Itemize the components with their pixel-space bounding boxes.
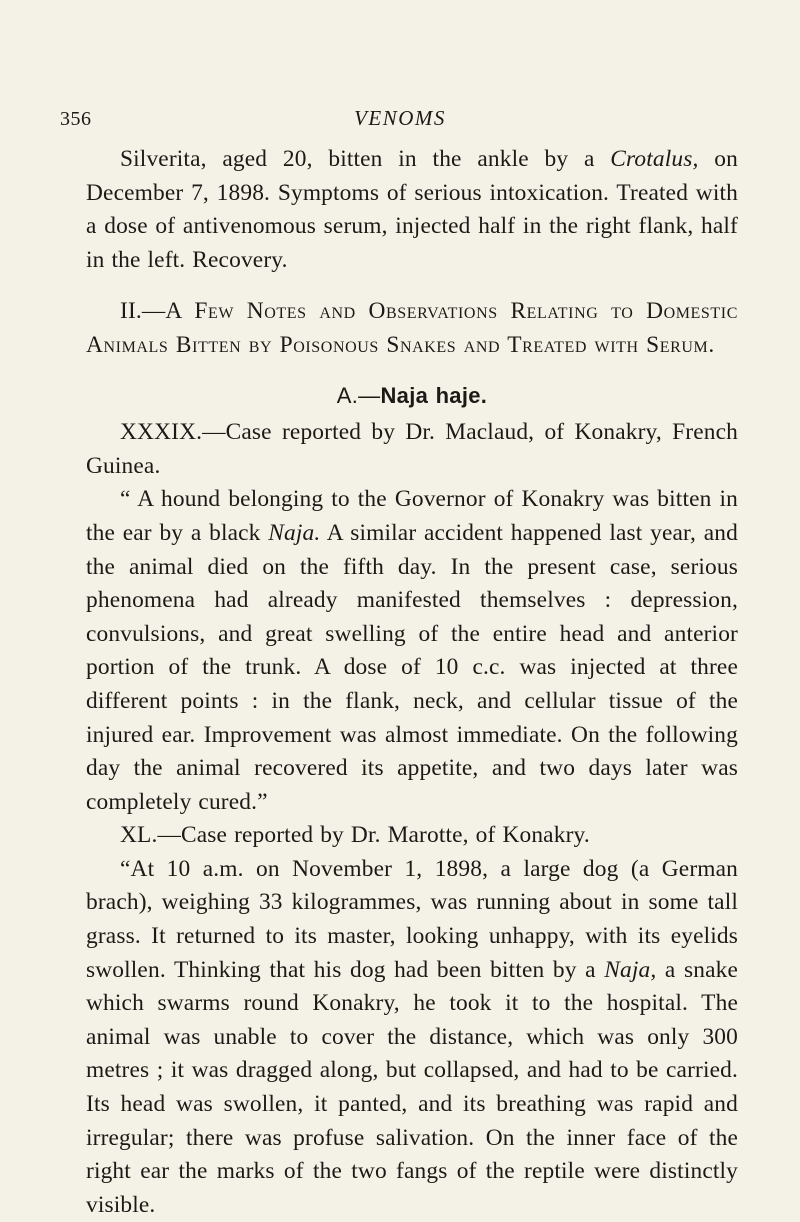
page-number: 356 bbox=[60, 108, 92, 130]
section-heading bbox=[86, 295, 738, 362]
page-header bbox=[0, 106, 800, 136]
subsection-species: Naja haje. bbox=[380, 382, 488, 408]
species-name: Naja, bbox=[604, 956, 657, 983]
subsection-heading bbox=[86, 379, 738, 413]
case-39-heading: XXXIX.—Case reported by Dr. Maclaud, of Konakry, French Guinea. bbox=[86, 419, 738, 479]
section-title: A Few Notes and Observations Relating to Domestic Animals Bitten by Poisonous Snakes and Treated with Serum. bbox=[86, 298, 738, 358]
case-39-quote bbox=[86, 483, 738, 819]
text-run: on December 7, 1898. Symptoms of serious intoxication. Treated with a dose of antivenomous serum, injected half in the right flank, half in the left. Recovery. bbox=[86, 146, 738, 273]
species-name: Crotalus, bbox=[610, 146, 699, 172]
text-run: “ A hound belonging to the Governor of Konakry was bitten in the ear by a black bbox=[86, 486, 738, 546]
text-run: A similar accident happened last year, and the animal died on the fifth day. In the present case, serious phenomena had already manifested themselves : depression, convulsions, and great swelling of the entire head and anterior portion of the trunk. A dose of 10 c.c. was injected at three different points : in the flank, neck, and cellular tissue of the injured ear. Improvement was almost immediate. On the following day the animal recovered its appetite, and two days later was completely cured.” bbox=[86, 519, 738, 815]
text-run: “At 10 a.m. on November 1, 1898, a large dog (a German brach), weighing 33 kilogrammes, was running about in some tall grass. It returned to its master, looking unhappy, with its eyelids swollen. Thinking that his dog had been bitten by a bbox=[86, 855, 738, 983]
case-40-heading: XL.—Case reported by Dr. Marotte, of Konakry. bbox=[120, 822, 590, 849]
section-number: II.— bbox=[120, 298, 166, 325]
page-body bbox=[86, 143, 738, 1222]
running-head: VENOMS bbox=[354, 106, 446, 130]
text-run: a snake which swarms round Konakry, he took it to the hospital. The animal was unable to cover the distance, which was only 300 metres ; it was dragged along, but collapsed, and had to be carried. Its head was swollen, it panted, and its breathing was rapid and irregular; there was profuse salivation. On the inner face of the right ear the marks of the two fangs of the reptile were distinctly visible. bbox=[86, 956, 738, 1218]
paragraph-silverita bbox=[86, 143, 738, 277]
subsection-label: A.— bbox=[336, 382, 381, 408]
species-name: Naja. bbox=[268, 519, 321, 546]
text-run: Silverita, aged 20, bitten in the ankle by a bbox=[120, 146, 611, 172]
case-40-quote bbox=[86, 853, 738, 1222]
